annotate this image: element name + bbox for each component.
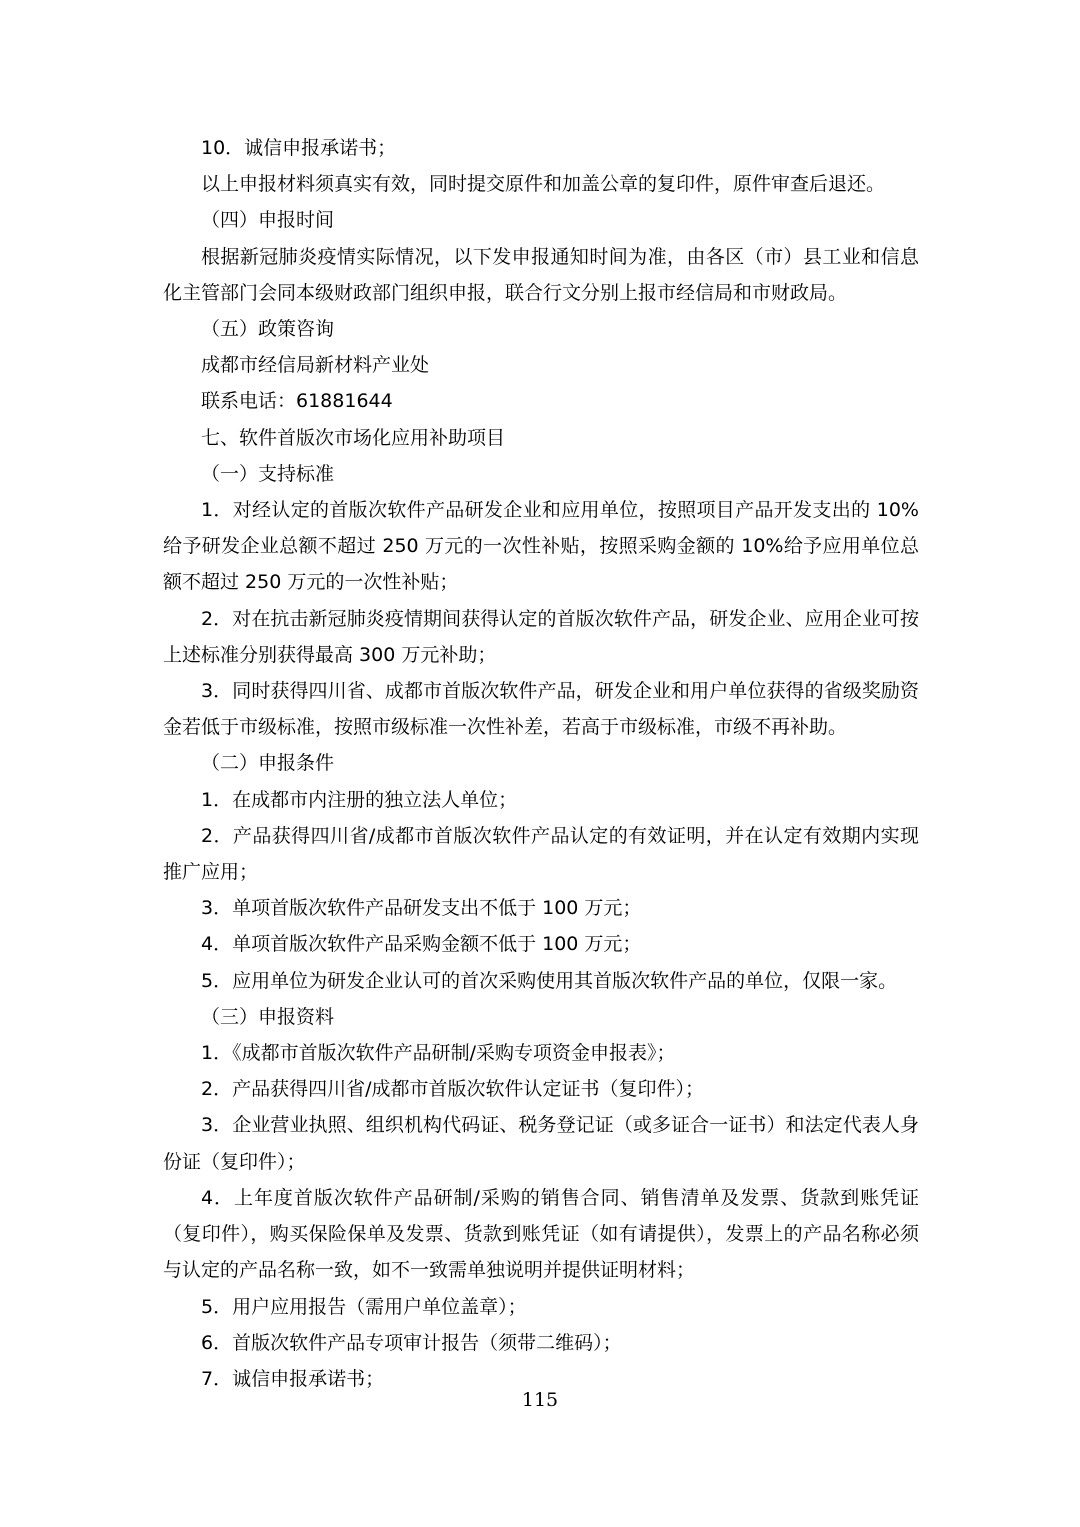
material-item-2: 2．产品获得四川省/成都市首版次软件认定证书（复印件）；	[201, 1078, 704, 1101]
section-heading-support-standard: （一）支持标准	[201, 462, 335, 485]
section-heading-application-time: （四）申报时间	[201, 209, 335, 232]
application-time-text: 根据新冠肺炎疫情实际情况，以下发申报通知时间为准，由各区（市）县工业和信息化主管部门会同本级财政部门组织申报，联合行文分别上报市经信局和市财政局。	[163, 245, 919, 304]
document-body	[163, 130, 919, 1397]
condition-item-4: 4．单项首版次软件产品采购金额不低于 100 万元；	[201, 933, 642, 956]
material-item-3: 3．企业营业执照、组织机构代码证、税务登记证（或多证合一证书）和法定代表人身份证（复印件）；	[163, 1114, 919, 1173]
support-standard-item-3: 3．同时获得四川省、成都市首版次软件产品，研发企业和用户单位获得的省级奖励资金若低于市级标准，按照市级标准一次性补差，若高于市级标准，市级不再补助。	[163, 680, 919, 739]
material-item-6: 6．首版次软件产品专项审计报告（须带二维码）；	[201, 1331, 622, 1354]
chapter-heading-software-subsidy: 七、软件首版次市场化应用补助项目	[201, 426, 506, 449]
section-heading-application-conditions: （二）申报条件	[201, 752, 335, 775]
support-standard-item-1: 1．对经认定的首版次软件产品研发企业和应用单位，按照项目产品开发支出的 10%给予研发企业总额不超过 250 万元的一次性补贴，按照采购金额的 10%给予应用单位总额不超过 250 万元的一次性补贴；	[163, 499, 919, 594]
section-heading-policy-consultation: （五）政策咨询	[201, 318, 335, 341]
contact-department: 成都市经信局新材料产业处	[201, 354, 430, 377]
condition-item-2: 2．产品获得四川省/成都市首版次软件产品认定的有效证明，并在认定有效期内实现推广应用；	[163, 824, 919, 884]
support-standard-item-2: 2．对在抗击新冠肺炎疫情期间获得认定的首版次软件产品，研发企业、应用企业可按上述标准分别获得最高 300 万元补助；	[163, 607, 919, 666]
list-item-integrity-pledge: 10．诚信申报承诺书；	[201, 137, 397, 159]
condition-item-5: 5．应用单位为研发企业认可的首次采购使用其首版次软件产品的单位，仅限一家。	[201, 969, 898, 992]
condition-item-1: 1．在成都市内注册的独立法人单位；	[201, 788, 518, 811]
contact-phone: 联系电话：61881644	[201, 390, 393, 413]
material-item-4: 4．上年度首版次软件产品研制/采购的销售合同、销售清单及发票、货款到账凭证（复印件），购买保险保单及发票、货款到账凭证（如有请提供），发票上的产品名称必须与认定的产品名称一致，如不一致需单独说明并提供证明材料；	[163, 1186, 919, 1282]
material-item-7: 7．诚信申报承诺书；	[201, 1367, 385, 1390]
section-heading-application-materials: （三）申报资料	[201, 1005, 335, 1028]
condition-item-3: 3．单项首版次软件产品研发支出不低于 100 万元；	[201, 897, 642, 920]
page-number: 115	[521, 1389, 559, 1411]
material-item-1: 1．《成都市首版次软件产品研制/采购专项资金申报表》；	[201, 1042, 676, 1065]
materials-note: 以上申报材料须真实有效，同时提交原件和加盖公章的复印件，原件审查后退还。	[201, 173, 886, 196]
material-item-5: 5．用户应用报告（需用户单位盖章）；	[201, 1295, 527, 1318]
